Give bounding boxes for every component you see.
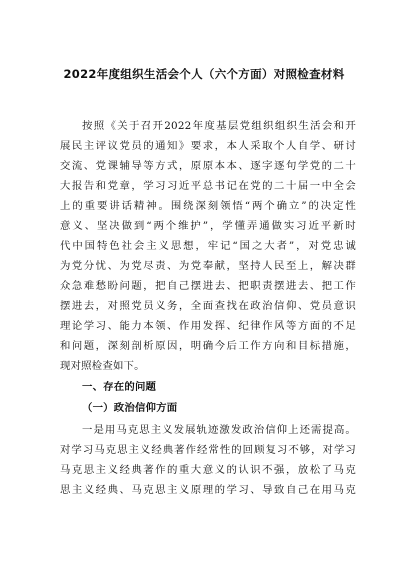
paragraph-line: 一是用马克思主义发展轨迹激发政治信仰上还需提高。 bbox=[82, 424, 356, 436]
paragraph-line: 现对照检查如下。 bbox=[60, 360, 145, 372]
paragraph-line: 马克思主义经典著作的重大意义的认识不强，放松了马克 bbox=[60, 464, 356, 476]
paragraph-line: 意义、坚决做到“两个维护”，学懂弄通做实习近平新时 bbox=[60, 220, 356, 232]
paragraph-line: 上的重要讲话精神。围绕深刻领悟“两个确立”的决定性 bbox=[60, 200, 356, 212]
paragraph-line: 众急难愁盼问题，把自己摆进去、把职责摆进去、把工作 bbox=[60, 280, 356, 292]
paragraph-line: 对学习马克思主义经典著作经常性的回顾复习不够，对学习 bbox=[60, 444, 356, 456]
paragraph-line: 交流、党课辅导等方式，原原本本、逐字逐句学党的二十 bbox=[60, 160, 356, 172]
paragraph-line: 代中国特色社会主义思想，牢记“国之大者”，对党忠诚 bbox=[60, 240, 356, 252]
paragraph-line: 理论学习、能力本领、作用发挥、纪律作风等方面的不足 bbox=[60, 320, 356, 332]
paragraph-line: 为党分忧、为党尽责、为党奉献，坚持人民至上，解决群 bbox=[60, 260, 356, 272]
document-title: 2022年度组织生活会个人（六个方面）对照检查材料 bbox=[63, 67, 345, 81]
paragraph-line: 展民主评议党员的通知》要求，本人采取个人自学、研讨 bbox=[60, 140, 356, 152]
section-heading: 一、存在的问题 bbox=[82, 381, 157, 393]
paragraph-line: 和问题，深刻剖析原因，明确今后工作方向和目标措施， bbox=[60, 340, 356, 352]
paragraph-line: 摆进去，对照党员义务，全面查找在政治信仰、党员意识 bbox=[60, 300, 356, 312]
paragraph-line: 思主义经典、马克思主义原理的学习、导致自己在用马克 bbox=[60, 484, 356, 496]
paragraph-line: 按照《关于召开2022年度基层党组织组织生活会和开 bbox=[82, 120, 356, 132]
paragraph-line: 大报告和党章，学习习近平总书记在党的二十届一中全会 bbox=[60, 180, 356, 192]
subsection-heading: （一）政治信仰方面 bbox=[82, 402, 178, 414]
